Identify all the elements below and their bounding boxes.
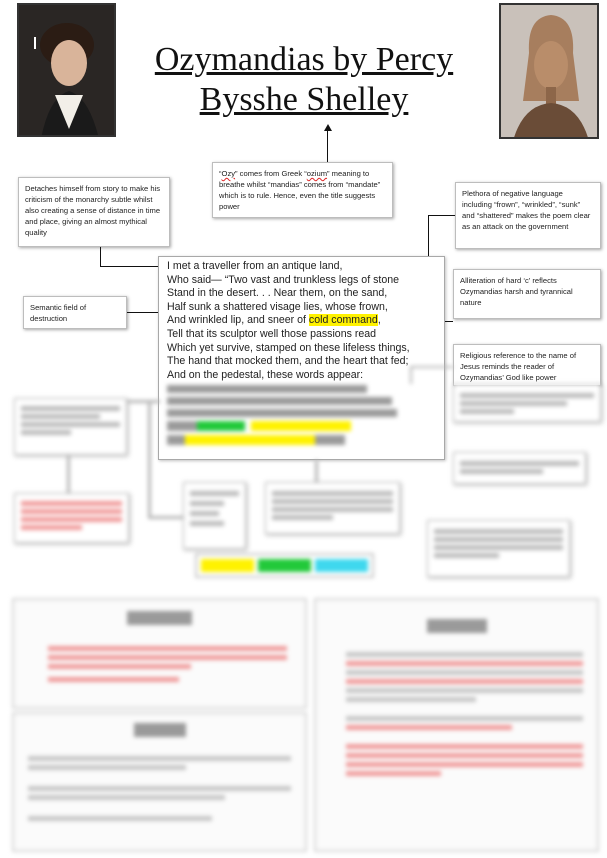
- ozy-word: Ozy: [221, 169, 236, 178]
- ozy-note-rest: ” meaning to breathe whilst “mandias” comes from “mandate” which is to rule. Hence, even the title suggests power: [219, 169, 381, 211]
- poem-line-3: Stand in the desert. . . Near them, on the sand,: [167, 287, 388, 300]
- title-line-2: Bysshe Shelley: [199, 81, 409, 118]
- poem-line-2: Who said— “Two vast and trunkless legs of stone: [167, 273, 399, 286]
- ozy-arrow-head: [324, 124, 332, 131]
- annotation-negative-language: Plethora of negative language including “frown”, “wrinkled”, “sunk” and “shattered” makes the poem clear as an attack on the government: [455, 182, 601, 249]
- poem-line-5-end: ,: [377, 314, 381, 327]
- semantic-line: [127, 312, 158, 313]
- annotation-alliteration: Alliteration of hard ‘c’ reflects Ozymandias harsh and tyrannical nature: [453, 269, 601, 319]
- poem-line-5-start: And wrinkled lip, and sneer of: [167, 314, 309, 327]
- detaches-line-h: [100, 266, 158, 267]
- poem-line-5: [167, 314, 436, 328]
- annotation-semantic-field: Semantic field of destruction: [23, 296, 127, 329]
- shelley-portrait: [17, 3, 116, 137]
- ozy-arrow-line: [327, 130, 328, 162]
- shelley-portrait-image: [19, 5, 116, 137]
- highlight-cold-command: cold command: [308, 314, 378, 327]
- poem-line-4: Half sunk a shattered visage lies, whose frown,: [167, 300, 388, 313]
- page-title: [120, 40, 488, 120]
- annotation-ozy-etymology: [212, 162, 393, 218]
- annotation-detaches: Detaches himself from story to make his criticism of the monarchy subtle whilst also creating a sense of distance in time and place, giving an almost mythical quality: [18, 177, 170, 247]
- title-line-1: Ozymandias by Percy: [154, 41, 454, 78]
- poem-line-7: Which yet survive, stamped on these lifeless things,: [167, 341, 410, 354]
- ozy-note-open-quote: “: [219, 169, 222, 178]
- ozymandias-statue-photo: [499, 3, 599, 139]
- detaches-line-v: [100, 247, 101, 266]
- poem-line-9: And on the pedestal, these words appear:: [167, 368, 364, 381]
- poem-line-1: I met a traveller from an antique land,: [167, 260, 343, 272]
- ozium-word: ozium: [306, 169, 328, 178]
- poem-blurred-lines: [167, 385, 436, 445]
- plethora-line-h: [428, 215, 455, 216]
- poem-line-8: The hand that mocked them, and the heart that fed;: [167, 355, 409, 368]
- statue-image: [501, 5, 599, 139]
- ozy-note-middle: ” comes from Greek “: [235, 169, 307, 178]
- poem-line-6: Tell that its sculptor well those passions read: [167, 327, 377, 340]
- poem-text-box: [158, 256, 445, 460]
- annotation-religious: Religious reference to the name of Jesus reminds the reader of Ozymandias’ God like power: [453, 344, 601, 386]
